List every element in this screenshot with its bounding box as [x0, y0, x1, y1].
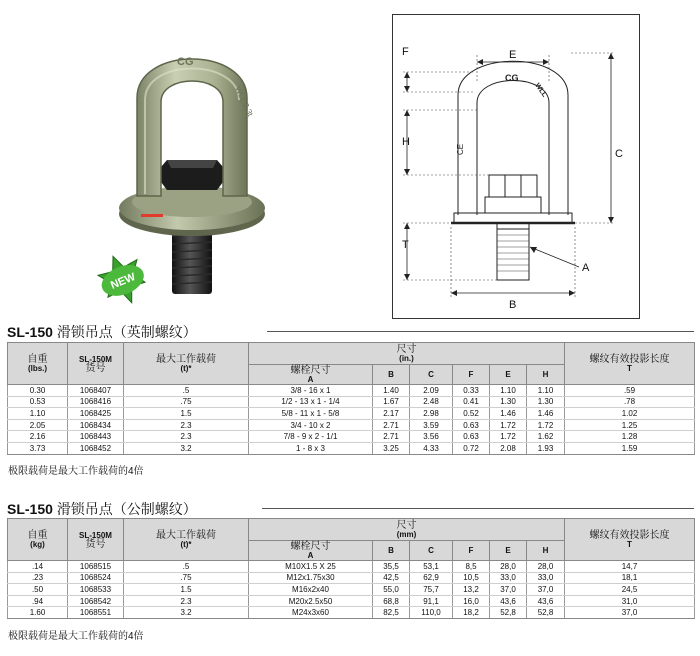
header-col-c: C — [428, 546, 434, 555]
header-thread: 螺栓尺寸 — [290, 364, 331, 376]
section-divider — [267, 331, 694, 332]
header-col-a: A — [307, 374, 314, 384]
header-col-t: T — [627, 539, 632, 549]
dim-label-c: C — [615, 148, 623, 160]
section-title-imperial: SL-150 滑锁吊点（英制螺纹） — [7, 324, 197, 340]
header-wll-unit: (t)* — [180, 539, 192, 549]
header-model: SL-150M — [79, 530, 112, 540]
dim-label-h: H — [402, 136, 410, 148]
drawing-ce-mark: CE — [456, 143, 465, 155]
table-row: 0.53 1068416 .75 1/2 - 13 x 1 - 1/4 1.67 2.48 0.41 1.30 1.30 .78 — [8, 396, 695, 408]
header-col-h: H — [542, 546, 549, 555]
header-dims: 尺寸 — [396, 519, 417, 531]
header-wll-unit: (t)* — [180, 363, 192, 373]
load-note-imperial: 极限载荷是最大工作载荷的4倍 — [8, 466, 144, 477]
header-dims-unit: (in.) — [399, 353, 414, 363]
table-row: 2.16 1068443 2.3 7/8 - 9 x 2 - 1/1 2.71 3.56 0.63 1.72 1.62 1.28 — [8, 431, 695, 443]
drawing-brand-mark: CG — [505, 73, 519, 83]
spec-table-metric — [7, 518, 695, 619]
header-col-c: C — [428, 370, 434, 379]
table-row: 1.10 1068425 1.5 5/8 - 11 x 1 - 5/8 2.17 2.98 0.52 1.46 1.46 1.02 — [8, 408, 695, 420]
header-projection: 螺纹有效投影长度 — [589, 353, 670, 365]
header-weight: 自重 — [27, 353, 48, 365]
header-col-e: E — [505, 546, 511, 555]
header-col-b: B — [388, 546, 394, 555]
header-wll: 最大工作载荷 — [156, 529, 216, 541]
drawing-wll-mark: WLL — [533, 82, 548, 99]
product-photo — [95, 18, 305, 318]
table-row: .14 1068515 .5 M10X1.5 X 25 35,5 53,1 8,5 28,0 28,0 14,7 — [8, 561, 695, 573]
header-col-t: T — [627, 363, 632, 373]
header-weight-unit: (kg) — [30, 539, 45, 549]
header-col-f: F — [468, 546, 474, 555]
header-model: SL-150M — [79, 354, 112, 364]
table-row: 1.60 1068551 3.2 M24x3x60 82,5 110,0 18,2 52,8 52,8 37,0 — [8, 607, 695, 619]
header-wll: 最大工作载荷 — [156, 353, 216, 365]
header-model-sub: 货号 — [85, 538, 106, 550]
dim-label-a: A — [582, 262, 590, 274]
header-col-f: F — [468, 370, 474, 379]
photo-wll-mark: WLL 2.3t — [233, 85, 255, 118]
header-thread: 螺栓尺寸 — [290, 540, 331, 552]
header-dims-unit: (mm) — [396, 529, 417, 539]
header-weight-unit: (lbs.) — [27, 363, 48, 373]
header-col-h: H — [542, 370, 549, 379]
table-row: 0.30 1068407 .5 3/8 - 16 x 1 1.40 2.09 0.33 1.10 1.10 .59 — [8, 385, 695, 397]
header-projection: 螺纹有效投影长度 — [589, 529, 670, 541]
section-title-metric: SL-150 滑锁吊点（公制螺纹） — [7, 501, 197, 517]
photo-brand-mark: CG — [177, 56, 194, 68]
table-row: .50 1068533 1.5 M16x2x40 55,0 75,7 13,2 37,0 37,0 24,5 — [8, 584, 695, 596]
table-row: .23 1068524 .75 M12x1.75x30 42,5 62,9 10,5 33,0 33,0 18,1 — [8, 572, 695, 584]
dim-label-f: F — [402, 46, 409, 58]
header-col-e: E — [505, 370, 511, 379]
section-divider — [262, 508, 694, 509]
load-note-metric: 极限载荷是最大工作载荷的4倍 — [8, 631, 144, 642]
header-model-sub: 货号 — [85, 362, 106, 374]
header-col-b: B — [388, 370, 394, 379]
dimension-drawing — [392, 14, 640, 319]
dim-label-b: B — [509, 299, 517, 311]
new-badge-label: NEW — [108, 270, 138, 292]
header-weight: 自重 — [27, 529, 48, 541]
dim-label-t: T — [402, 239, 409, 251]
header-col-a: A — [307, 550, 314, 560]
table-row: .94 1068542 2.3 M20x2.5x50 68,8 91,1 16,0 43,6 43,6 31,0 — [8, 595, 695, 607]
header-dims: 尺寸 — [396, 343, 417, 355]
new-badge — [95, 248, 152, 311]
table-row: 2.05 1068434 2.3 3/4 - 10 x 2 2.71 3.59 0.63 1.72 1.72 1.25 — [8, 419, 695, 431]
table-row: 3.73 1068452 3.2 1 - 8 x 3 3.25 4.33 0.72 2.08 1.93 1.59 — [8, 442, 695, 454]
spec-table-imperial — [7, 342, 695, 455]
dim-label-e: E — [509, 49, 517, 61]
